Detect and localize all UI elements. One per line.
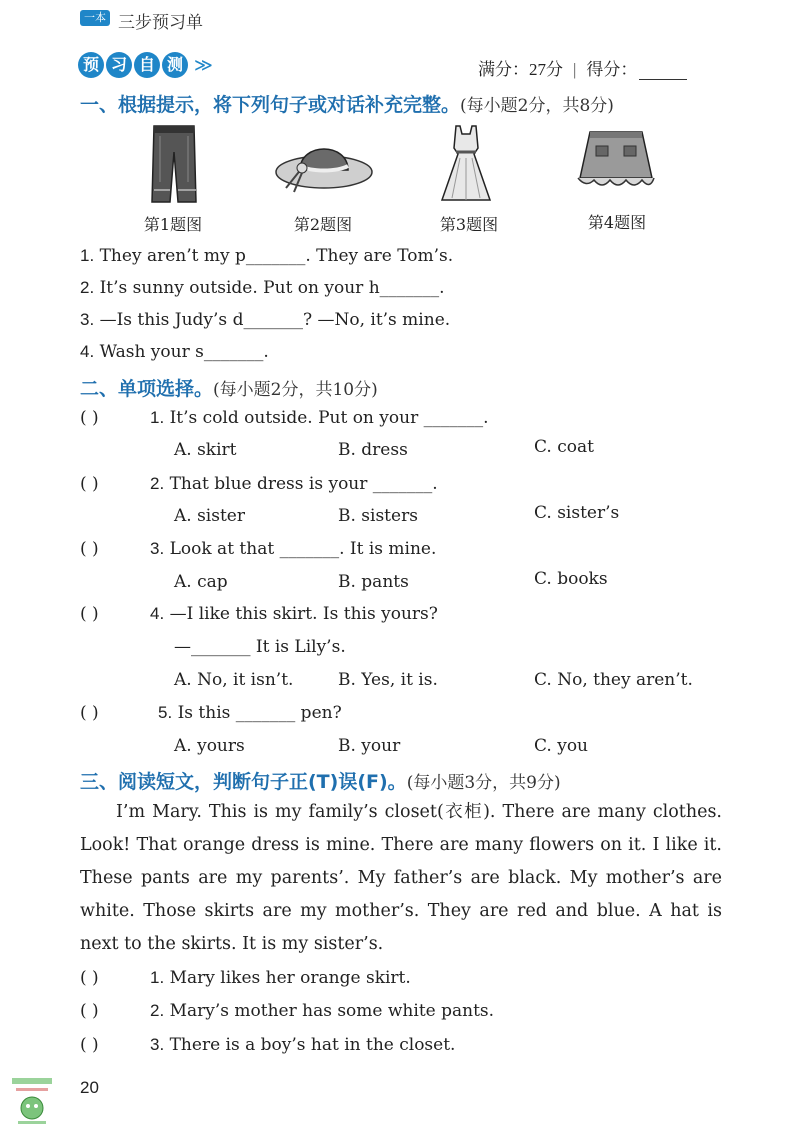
option-c: C. coat	[534, 437, 594, 457]
answer-parens[interactable]: ( )	[80, 703, 99, 723]
badge-char: 预	[78, 52, 104, 78]
question-number: 3.	[80, 310, 95, 329]
section3-title	[80, 767, 561, 794]
question-number: 2.	[150, 474, 165, 493]
choice-question	[150, 408, 489, 428]
question-number: 4.	[150, 604, 165, 623]
picture-caption: 第4题图	[587, 213, 647, 232]
question-text: Is this _______ pen?	[177, 703, 342, 723]
question-number: 1.	[150, 968, 165, 987]
total-score: 满分：27分	[478, 60, 563, 79]
option-a: A. sister	[174, 506, 245, 526]
option-c: C. sister’s	[534, 503, 620, 523]
badge-char: 习	[106, 52, 132, 78]
got-score-label: 得分：	[586, 60, 638, 79]
fill-question	[80, 310, 450, 330]
badge-char: 自	[134, 52, 160, 78]
score-separator: |	[573, 60, 577, 79]
question-number: 1.	[80, 246, 95, 265]
question-text: There is a boy’s hat in the closet.	[169, 1035, 456, 1055]
question-number: 2.	[80, 278, 95, 297]
question-text: It’s cold outside. Put on your _______.	[169, 408, 489, 428]
choice-question	[158, 703, 342, 723]
question-text: Wash your s_______.	[99, 342, 269, 362]
question-number: 2.	[150, 1001, 165, 1020]
section1-title-text: 一、根据提示，将下列句子或对话补充完整。	[80, 94, 461, 116]
question-text: Look at that _______. It is mine.	[169, 539, 437, 559]
question-number: 1.	[150, 408, 165, 427]
option-c: C. you	[534, 736, 588, 756]
judge-question	[150, 1001, 494, 1021]
section3-note: (每小题3分，共9分)	[406, 773, 561, 793]
section-badge	[78, 52, 213, 78]
answer-parens[interactable]: ( )	[80, 539, 99, 559]
question-text-line2: —_______ It is Lily’s.	[174, 637, 346, 657]
option-b: B. Yes, it is.	[338, 670, 438, 690]
hat-picture	[272, 136, 374, 194]
answer-parens[interactable]: ( )	[80, 408, 99, 428]
choice-question	[150, 539, 436, 559]
question-text: Mary likes her orange skirt.	[169, 968, 411, 988]
section2-note: (每小题2分，共10分)	[213, 380, 378, 400]
picture-caption: 第2题图	[293, 215, 353, 234]
choice-question	[150, 474, 438, 494]
question-text: That blue dress is your _______.	[169, 474, 438, 494]
fill-question	[80, 342, 269, 362]
option-b: B. your	[338, 736, 401, 756]
score-blank[interactable]	[639, 61, 687, 80]
dress-picture	[438, 124, 494, 204]
option-b: B. pants	[338, 572, 409, 592]
judge-question	[150, 1035, 455, 1055]
option-c: C. books	[534, 569, 608, 589]
question-text: It’s sunny outside. Put on your h_______.	[99, 278, 445, 298]
pants-picture	[148, 122, 200, 206]
section1-note: (每小题2分，共8分)	[460, 96, 614, 116]
picture-caption: 第1题图	[143, 215, 203, 234]
option-a: A. yours	[174, 736, 245, 756]
answer-parens[interactable]: ( )	[80, 604, 99, 624]
badge-char: 测	[162, 52, 188, 78]
judge-question	[150, 968, 411, 988]
question-number: 3.	[150, 539, 165, 558]
question-number: 5.	[158, 703, 173, 722]
option-c: C. No, they aren’t.	[534, 670, 693, 690]
question-number: 3.	[150, 1035, 165, 1054]
question-text: They aren’t my p_______. They are Tom’s.	[99, 246, 454, 266]
answer-parens[interactable]: ( )	[80, 1001, 99, 1021]
section3-title-text: 三、阅读短文，判断句子正(T)误(F)。	[80, 771, 407, 793]
option-b: B. sisters	[338, 506, 418, 526]
question-text: —I like this skirt. Is this yours?	[169, 604, 438, 624]
skirt-picture	[574, 128, 658, 192]
answer-parens[interactable]: ( )	[80, 968, 99, 988]
picture-caption: 第3题图	[439, 215, 499, 234]
section1-title	[80, 90, 614, 117]
question-number: 4.	[80, 342, 95, 361]
choice-question	[150, 604, 438, 624]
option-a: A. cap	[174, 572, 228, 592]
page-number: 20	[80, 1078, 99, 1097]
option-a: A. skirt	[174, 440, 237, 460]
answer-parens[interactable]: ( )	[80, 1035, 99, 1055]
question-text: Mary’s mother has some white pants.	[169, 1001, 495, 1021]
answer-parens[interactable]: ( )	[80, 474, 99, 494]
header-title: 三步预习单	[118, 13, 203, 33]
section2-title-text: 二、单项选择。	[80, 378, 214, 400]
section2-title	[80, 374, 378, 401]
fill-question	[80, 246, 453, 266]
brand-logo: 一本	[80, 10, 110, 26]
fill-question	[80, 278, 445, 298]
option-a: A. No, it isn’t.	[174, 670, 294, 690]
score-box	[478, 55, 687, 80]
stamp-logo	[8, 1076, 56, 1126]
question-text: —Is this Judy’s d_______? —No, it’s mine.	[99, 310, 451, 330]
reading-passage: I’m Mary. This is my family’s closet(衣柜). There are many clothes. Look! That orange dress is mine. There are many flowers on it. I like it. These pants are my parents’. My father’s are black. My mother’s are white. Those skirts are my mother’s. They are red and blue. A hat is next to the skirts. It is my sister’s.	[80, 802, 722, 954]
double-chevron-icon: ≫	[194, 54, 213, 76]
option-b: B. dress	[338, 440, 408, 460]
